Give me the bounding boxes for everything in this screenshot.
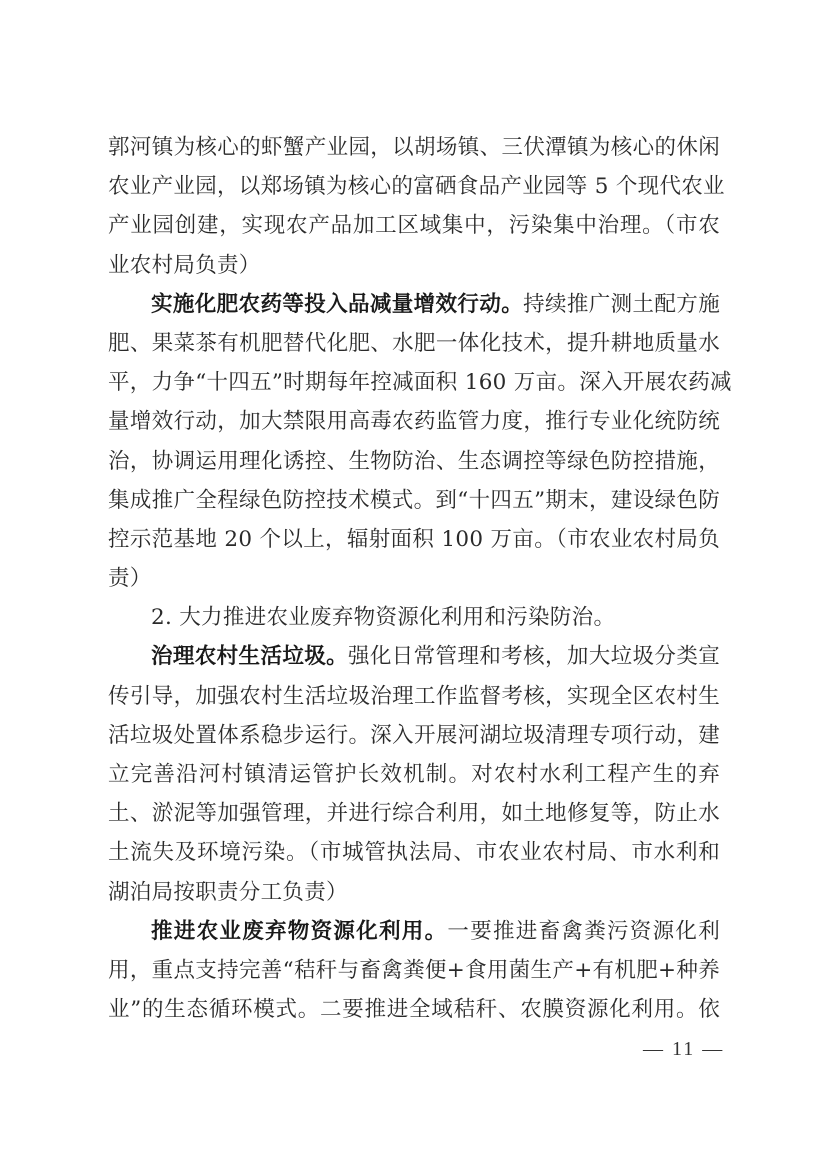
page-number: — 11 — bbox=[643, 1038, 725, 1060]
text-line: 农业产业园，以郑场镇为核心的富硒食品产业园等 5 个现代农业 bbox=[108, 174, 725, 200]
paragraph-heading: 实施化肥农药等投入品减量增效行动。 bbox=[151, 291, 524, 317]
text-line: 集成推广全程绿色防控技术模式。到“十四五”期末，建设绿色防 bbox=[108, 487, 720, 513]
text-line: 湖泊局按职责分工负责） bbox=[108, 879, 348, 905]
document-page bbox=[108, 128, 732, 1029]
text-line: 产业园创建，实现农产品加工区域集中，污染集中治理。（市农 bbox=[108, 213, 720, 239]
text-line: 郭河镇为核心的虾蟹产业园，以胡场镇、三伏潭镇为核心的休闲 bbox=[108, 135, 720, 160]
paragraph-heading: 推进农业废弃物资源化利用。 bbox=[151, 918, 448, 944]
section-heading: 2. 大力推进农业废弃物资源化利用和污染防治。 bbox=[151, 605, 616, 631]
paragraph-first-line bbox=[108, 285, 720, 324]
text-line: 业”的生态循环模式。二要推进全域秸秆、农膜资源化利用。依 bbox=[108, 997, 720, 1023]
paragraph-first-line bbox=[108, 912, 720, 951]
text-line: 量增效行动，加大禁限用高毒农药监管力度，推行专业化统防统 bbox=[108, 409, 720, 435]
text-line: 用，重点支持完善“秸秆与畜禽粪便+食用菌生产+有机肥+种养 bbox=[108, 957, 720, 983]
text-line: 传引导，加强农村生活垃圾治理工作监督考核，实现全区农村生 bbox=[108, 683, 720, 709]
paragraph-first-line bbox=[108, 637, 720, 676]
paragraph-text: 强化日常管理和考核，加大垃圾分类宣 bbox=[348, 644, 721, 670]
text-line: 肥、果菜茶有机肥替代化肥、水肥一体化技术，提升耕地质量水 bbox=[108, 330, 720, 356]
text-line: 平，力争“十四五”时期每年控减面积 160 万亩。深入开展农药减 bbox=[108, 370, 732, 396]
paragraph-text: 持续推广测土配方施 bbox=[523, 291, 720, 317]
text-line: 土流失及环境污染。（市城管执法局、市农业农村局、市水利和 bbox=[108, 840, 720, 866]
text-line: 责） bbox=[108, 566, 152, 592]
text-line: 业农村局负责） bbox=[108, 252, 261, 278]
text-line: 治，协调运用理化诱控、生物防治、生态调控等绿色防控措施， bbox=[108, 448, 720, 474]
paragraph-text: 一要推进畜禽粪污资源化利 bbox=[447, 918, 721, 944]
text-line: 控示范基地 20 个以上，辐射面积 100 万亩。（市农业农村局负 bbox=[108, 526, 720, 552]
text-line: 立完善沿河村镇清运管护长效机制。对农村水利工程产生的弃 bbox=[108, 762, 720, 787]
text-line: 活垃圾处置体系稳步运行。深入开展河湖垃圾清理专项行动，建 bbox=[108, 722, 720, 748]
text-line: 土、淤泥等加强管理，并进行综合利用，如土地修复等，防止水 bbox=[108, 801, 720, 827]
paragraph-heading: 治理农村生活垃圾。 bbox=[151, 644, 348, 670]
